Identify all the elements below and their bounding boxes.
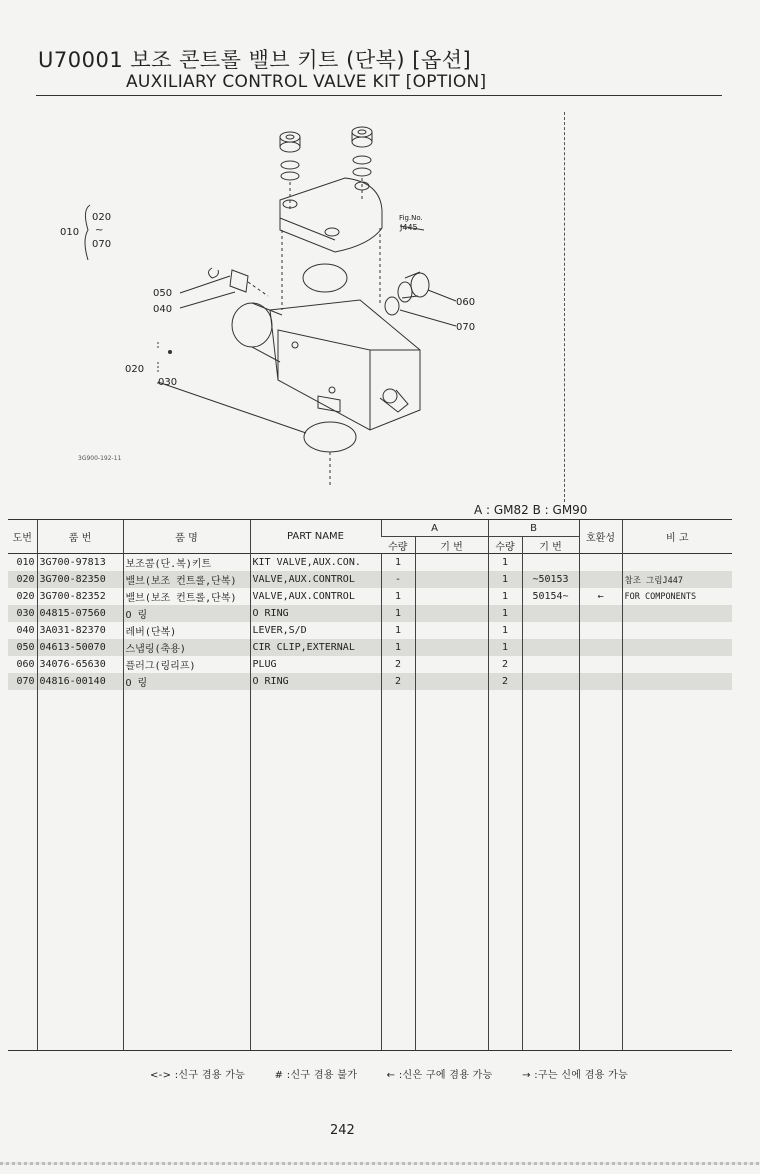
cell-name: VALVE,AUX.CONTROL bbox=[250, 588, 381, 605]
header-qty-b: 수량 bbox=[488, 537, 522, 554]
lever-guide-line bbox=[248, 282, 268, 296]
cell-remarks bbox=[622, 673, 732, 690]
cell-serial-b bbox=[522, 622, 579, 639]
callout-070: 070 bbox=[456, 322, 476, 333]
callout-050: 050 bbox=[153, 288, 173, 299]
cell-qty-b: 1 bbox=[488, 639, 522, 656]
cell-serial-a bbox=[415, 588, 488, 605]
o-ring-small bbox=[385, 297, 399, 315]
cell-serial-a bbox=[415, 656, 488, 673]
header-serial-b: 기 번 bbox=[522, 537, 579, 554]
header-compat: 호환성 bbox=[579, 520, 622, 554]
cell-remarks bbox=[622, 605, 732, 622]
cell-serial-a bbox=[415, 605, 488, 622]
cell-name: O RING bbox=[250, 673, 381, 690]
washer-right-2 bbox=[353, 168, 371, 176]
cell-name-ko: 플러그(링리프) bbox=[123, 656, 250, 673]
o-ring-bottom bbox=[304, 422, 356, 452]
cell-qty-a: 1 bbox=[381, 639, 415, 656]
table-row bbox=[8, 639, 732, 656]
exploded-view-diagram bbox=[0, 100, 600, 500]
cell-ref: 070 bbox=[8, 673, 37, 690]
legend-item-new-to-old: ← :신은 구에 겸용 가능 bbox=[386, 1070, 493, 1081]
hex-nut-right bbox=[352, 127, 372, 147]
callout-040: 040 bbox=[153, 304, 173, 315]
table-row bbox=[8, 605, 732, 622]
plate-guide-lines bbox=[282, 228, 380, 310]
cell-part-no: 3G700-82352 bbox=[37, 588, 123, 605]
cell-serial-b bbox=[522, 639, 579, 656]
cell-qty-a: 1 bbox=[381, 588, 415, 605]
cell-ref: 030 bbox=[8, 605, 37, 622]
fig-no: J445 bbox=[400, 223, 418, 232]
header-serial-a: 기 번 bbox=[415, 537, 488, 554]
hex-nut-left bbox=[280, 132, 300, 152]
dot-020 bbox=[169, 351, 172, 354]
cell-part-no: 04815-07560 bbox=[37, 605, 123, 622]
cell-qty-b: 1 bbox=[488, 571, 522, 588]
leader-lines bbox=[158, 276, 456, 433]
header-part-name: PART NAME bbox=[250, 520, 381, 554]
cell-part-no: 04816-00140 bbox=[37, 673, 123, 690]
fig-no-label: Fig.No. bbox=[399, 214, 423, 222]
snap-ring bbox=[209, 268, 219, 278]
cell-serial-a bbox=[415, 554, 488, 572]
cell-name: O RING bbox=[250, 605, 381, 622]
cell-part-no: 3G700-82350 bbox=[37, 571, 123, 588]
cell-part-no: 3G700-97813 bbox=[37, 554, 123, 572]
cell-part-no: 04613-50070 bbox=[37, 639, 123, 656]
table-row bbox=[8, 622, 732, 639]
cell-qty-a: 1 bbox=[381, 605, 415, 622]
parts-table bbox=[8, 519, 732, 1051]
cell-compat bbox=[579, 656, 622, 673]
cell-serial-a bbox=[415, 571, 488, 588]
callout-020-range: 020 bbox=[92, 212, 112, 223]
model-legend: A : GM82 B : GM90 bbox=[474, 503, 588, 517]
cell-qty-a: 2 bbox=[381, 656, 415, 673]
cell-name: CIR CLIP,EXTERNAL bbox=[250, 639, 381, 656]
cell-ref: 060 bbox=[16, 659, 35, 670]
cell-remarks bbox=[622, 639, 732, 656]
cell-compat bbox=[579, 571, 622, 588]
header-group-b: B bbox=[488, 520, 579, 537]
cell-ref: 020 bbox=[16, 591, 35, 602]
callout-010: 010 bbox=[60, 227, 80, 238]
cell-name-ko: 보조콤(단.복)키트 bbox=[123, 554, 250, 572]
cell-serial-a bbox=[415, 673, 488, 690]
cell-qty-b: 1 bbox=[488, 622, 522, 639]
callout-070-range: 070 bbox=[92, 239, 112, 250]
cell-ref: 040 bbox=[16, 625, 35, 636]
cell-serial-b: 50154~ bbox=[522, 588, 579, 605]
table-row bbox=[8, 554, 732, 572]
plug bbox=[398, 272, 429, 302]
cell-serial-a bbox=[415, 622, 488, 639]
legend-item-old-to-new: → :구는 신에 겸용 가능 bbox=[522, 1070, 629, 1081]
callout-060: 060 bbox=[456, 297, 476, 308]
cell-qty-b: 2 bbox=[488, 656, 522, 673]
cell-name-ko: 밸브(보조 컨트롤,단복) bbox=[123, 571, 250, 588]
cell-compat: ← bbox=[579, 588, 622, 605]
cell-ref: 050 bbox=[8, 639, 37, 656]
cell-serial-b bbox=[522, 605, 579, 622]
cell-ref: 010 bbox=[16, 557, 35, 568]
scan-edge bbox=[0, 1162, 760, 1165]
cell-ref: 020 bbox=[8, 571, 37, 588]
cell-remarks bbox=[622, 622, 732, 639]
header-ref: 도번 bbox=[8, 520, 37, 554]
cell-serial-b: ~50153 bbox=[522, 571, 579, 588]
legend-item-none: # :신구 겸용 불가 bbox=[274, 1070, 358, 1081]
cell-name: KIT VALVE,AUX.CON. bbox=[250, 554, 381, 572]
cell-name-ko: 밸브(보조 컨트롤,단복) bbox=[123, 588, 250, 605]
cell-serial-b bbox=[522, 656, 579, 673]
range-bracket bbox=[85, 205, 90, 260]
table-blank-area bbox=[8, 690, 732, 1051]
page-number: 242 bbox=[330, 1123, 355, 1138]
cell-name-ko: 스냅링(축용) bbox=[123, 639, 250, 656]
cell-name: VALVE,AUX.CONTROL bbox=[250, 571, 381, 588]
header-qty-a: 수량 bbox=[381, 537, 415, 554]
header-part-no: 품 번 bbox=[37, 520, 123, 554]
stud-guide-lines bbox=[290, 178, 362, 210]
compatibility-legend bbox=[150, 1066, 654, 1081]
washer-left bbox=[281, 161, 299, 169]
cell-qty-a: 1 bbox=[381, 622, 415, 639]
header-group-a: A bbox=[381, 520, 488, 537]
cell-serial-b bbox=[522, 554, 579, 572]
cell-qty-b: 1 bbox=[488, 605, 522, 622]
cover-plate bbox=[280, 178, 382, 252]
table-row bbox=[8, 656, 732, 673]
cell-serial-b bbox=[522, 673, 579, 690]
valve-body bbox=[232, 300, 420, 430]
cell-compat bbox=[579, 554, 622, 572]
callout-tilde: ~ bbox=[95, 225, 104, 236]
lever bbox=[230, 270, 248, 292]
cell-compat bbox=[579, 673, 622, 690]
washer-left-2 bbox=[281, 172, 299, 180]
cell-qty-a: 2 bbox=[381, 673, 415, 690]
cell-name-ko: O 링 bbox=[123, 605, 250, 622]
cell-part-no: 3A031-82370 bbox=[37, 622, 123, 639]
table-row bbox=[8, 673, 732, 690]
cell-qty-a: - bbox=[381, 571, 415, 588]
cell-name-ko: O 링 bbox=[123, 673, 250, 690]
cell-compat bbox=[579, 639, 622, 656]
cell-remarks: FOR COMPONENTS bbox=[622, 588, 732, 605]
cell-qty-b: 1 bbox=[488, 588, 522, 605]
callout-030: 030 bbox=[158, 377, 178, 388]
cell-qty-a: 1 bbox=[381, 554, 415, 572]
header-remarks: 비 고 bbox=[622, 520, 732, 554]
cell-part-no: 34076-65630 bbox=[37, 656, 123, 673]
cell-compat bbox=[579, 605, 622, 622]
table-row bbox=[8, 571, 732, 588]
cell-qty-b: 1 bbox=[488, 554, 522, 572]
cell-qty-b: 2 bbox=[488, 673, 522, 690]
cell-compat bbox=[579, 622, 622, 639]
o-ring-large bbox=[303, 264, 347, 292]
cell-name: PLUG bbox=[250, 656, 381, 673]
cell-remarks bbox=[622, 656, 732, 673]
cell-name-ko: 레버(단복) bbox=[123, 622, 250, 639]
page-title-korean: U70001 보조 콘트롤 밸브 키트 (단복) [옵션] bbox=[38, 48, 472, 72]
header-part-name-ko: 품 명 bbox=[123, 520, 250, 554]
washer-right bbox=[353, 156, 371, 164]
cell-serial-a bbox=[415, 639, 488, 656]
cell-name: LEVER,S/D bbox=[250, 622, 381, 639]
table-row bbox=[8, 588, 732, 605]
title-divider bbox=[36, 95, 722, 96]
legend-item-both: <-> :신구 겸용 가능 bbox=[150, 1070, 246, 1081]
diagram-code: 3G900-192-11 bbox=[78, 455, 122, 462]
page-title-english: AUXILIARY CONTROL VALVE KIT [OPTION] bbox=[126, 72, 487, 92]
cell-remarks bbox=[622, 554, 732, 572]
callout-020: 020 bbox=[125, 364, 145, 375]
cell-remarks: 참조 그림J447 bbox=[622, 571, 732, 588]
